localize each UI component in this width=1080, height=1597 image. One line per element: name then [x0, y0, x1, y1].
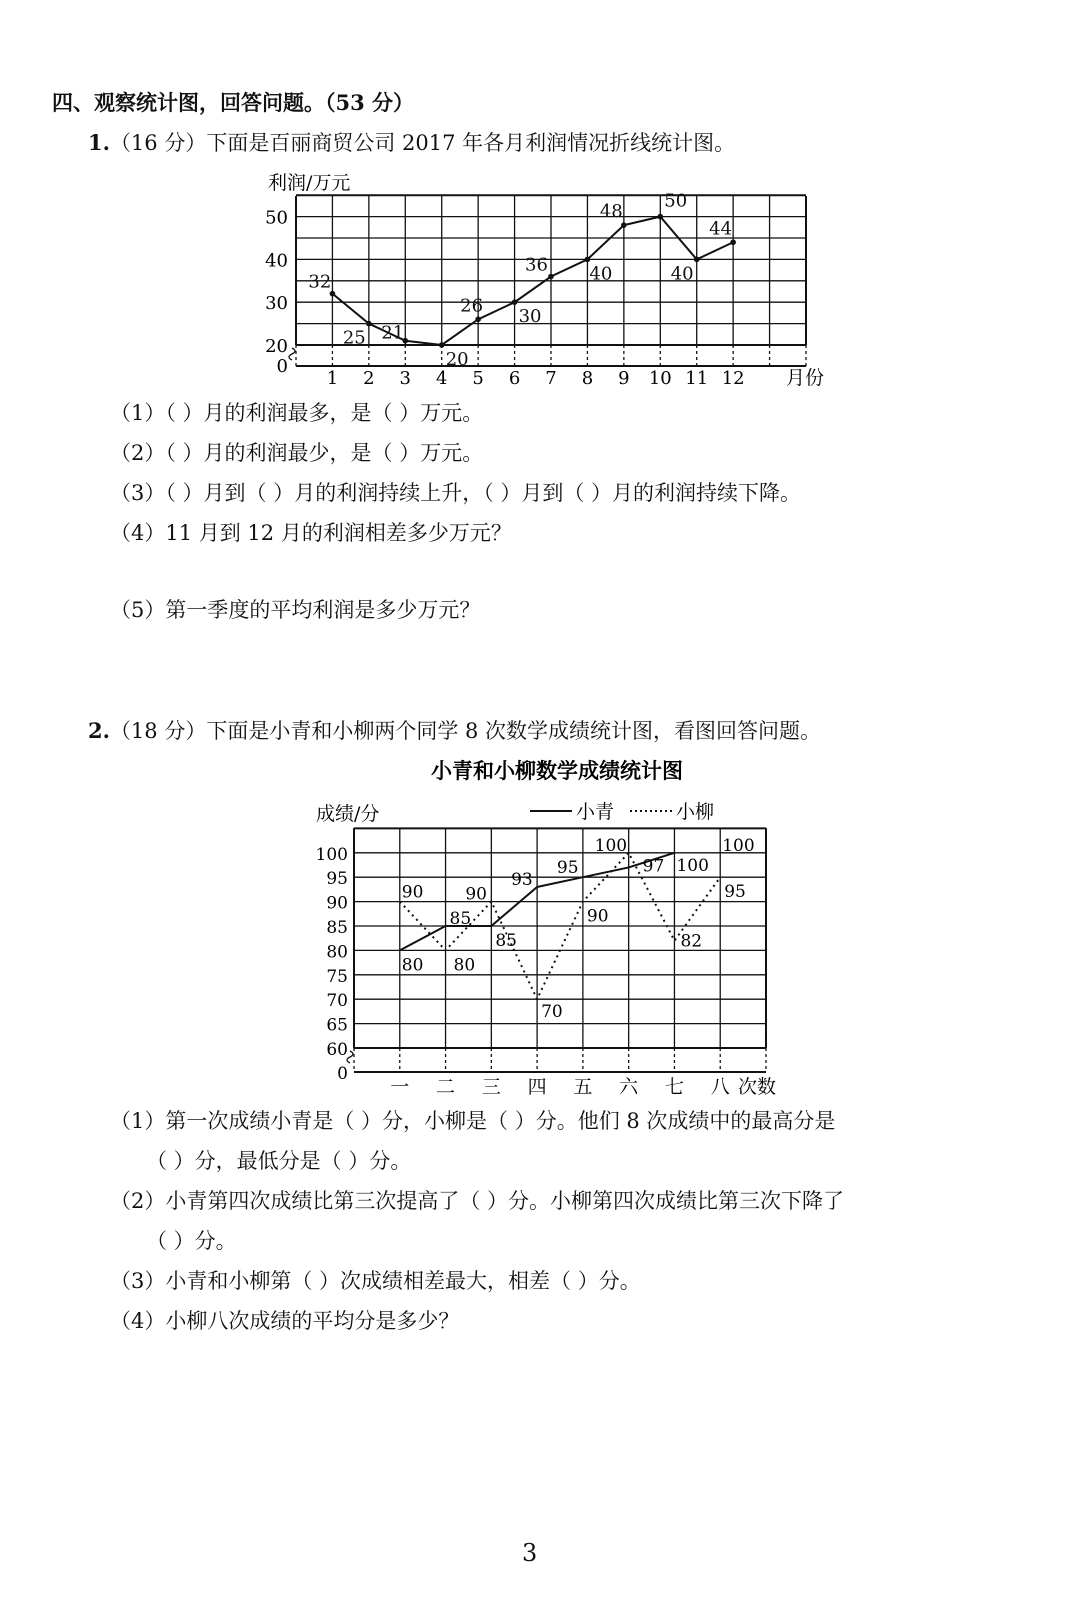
data-label: 100	[594, 835, 628, 856]
y-tick-label: 90	[326, 893, 348, 914]
q2-sub-2b: （ ）分。	[146, 1229, 237, 1253]
q1-sub-5: （5）第一季度的平均利润是多少万元？	[110, 598, 481, 622]
legend-label: 小青	[576, 801, 615, 823]
y-axis-label: 成绩/分	[316, 803, 380, 825]
data-point	[730, 239, 736, 245]
x-tick-label: 6	[508, 368, 521, 389]
data-label: 97	[642, 856, 665, 877]
profit-line-chart	[265, 172, 824, 389]
data-point	[621, 222, 627, 228]
data-label: 50	[664, 190, 688, 212]
data-label: 90	[586, 906, 609, 927]
data-label: 90	[465, 884, 487, 905]
y-tick-label: 80	[326, 942, 348, 963]
y-tick-label: 0	[276, 356, 288, 377]
data-label: 20	[445, 349, 469, 370]
data-point	[694, 257, 700, 263]
data-label: 36	[525, 254, 548, 276]
x-tick-label: 八	[710, 1076, 730, 1098]
page-number: 3	[522, 1539, 538, 1567]
q1-sub-1: （1）（ ）月的利润最多，是（ ）万元。	[110, 401, 484, 425]
x-tick-label: 四	[527, 1076, 547, 1098]
data-label: 30	[518, 306, 542, 328]
q1-sub-2: （2）（ ）月的利润最少，是（ ）万元。	[110, 441, 484, 465]
data-label: 25	[342, 327, 366, 349]
y-tick-label: 40	[265, 250, 288, 272]
data-label: 100	[722, 835, 755, 856]
x-tick-label: 1	[326, 368, 339, 389]
data-point	[512, 299, 518, 305]
q2-sub-4: （4）小柳八次成绩的平均分是多少？	[110, 1309, 460, 1333]
chart-title: 小青和小柳数学成绩统计图	[431, 758, 683, 783]
data-label: 80	[401, 955, 424, 976]
legend-label: 小柳	[676, 801, 715, 823]
y-tick-label: 65	[326, 1015, 348, 1036]
question-2-intro	[88, 718, 821, 744]
y-tick-label: 75	[326, 966, 348, 987]
q1-sub-3: （3）（ ）月到（ ）月的利润持续上升，（ ）月到（ ）月的利润持续下降。	[110, 481, 802, 505]
q2-sub-2a: （2）小青第四次成绩比第三次提高了（ ）分。小柳第四次成绩比第三次下降了	[110, 1189, 845, 1213]
x-tick-label: 11	[685, 368, 709, 389]
y-tick-label: 85	[326, 918, 348, 938]
x-tick-label: 二	[436, 1076, 456, 1098]
data-label: 82	[680, 931, 703, 952]
x-tick-label: 三	[481, 1076, 501, 1098]
data-label: 48	[599, 201, 623, 223]
data-label: 44	[709, 218, 733, 240]
y-tick-label: 50	[265, 207, 288, 229]
score-line-chart	[316, 758, 776, 1098]
y-tick-label: 30	[265, 293, 288, 315]
y-tick-label: 60	[326, 1040, 348, 1060]
question-2-number: 2.	[88, 718, 110, 743]
question-2-text: （18 分）下面是小青和小柳两个同学 8 次数学成绩统计图，看图回答问题。	[109, 719, 822, 743]
data-point	[585, 257, 591, 263]
data-label: 95	[556, 858, 579, 879]
data-label: 90	[401, 882, 424, 903]
data-label: 85	[495, 931, 517, 951]
data-label: 85	[449, 909, 472, 929]
q2-sub-1a: （1）第一次成绩小青是（ ）分，小柳是（ ）分。他们 8 次成绩中的最高分是	[110, 1109, 836, 1133]
data-label: 21	[381, 322, 405, 344]
data-point	[366, 321, 372, 327]
x-tick-label: 8	[581, 368, 594, 389]
data-label: 26	[460, 295, 484, 317]
data-label: 32	[308, 271, 332, 293]
x-tick-label: 4	[435, 368, 448, 389]
y-tick-label: 95	[326, 869, 348, 890]
data-label: 40	[589, 263, 613, 285]
x-tick-label: 10	[648, 368, 672, 389]
data-label: 80	[453, 955, 476, 976]
section-title: 四、观察统计图，回答问题。（53 分）	[52, 90, 415, 115]
y-tick-label: 20	[265, 336, 288, 357]
data-point	[657, 214, 663, 220]
x-tick-label: 一	[390, 1076, 410, 1098]
x-tick-label: 3	[399, 368, 412, 389]
y-tick-label: 0	[337, 1064, 348, 1084]
data-label: 70	[541, 1002, 563, 1023]
q2-sub-3: （3）小青和小柳第（ ）次成绩相差最大，相差（ ）分。	[110, 1269, 641, 1293]
x-tick-label: 9	[618, 368, 630, 389]
data-point	[548, 274, 554, 280]
data-point	[475, 317, 481, 323]
data-label: 40	[670, 263, 694, 285]
x-tick-label: 六	[619, 1076, 639, 1098]
y-tick-label: 70	[326, 991, 348, 1012]
y-axis-label: 利润/万元	[268, 172, 351, 194]
q2-sub-1b: （ ）分，最低分是（ ）分。	[146, 1149, 412, 1173]
data-label: 95	[724, 882, 746, 903]
x-tick-label: 七	[664, 1076, 684, 1098]
data-label: 93	[511, 869, 533, 890]
x-axis-label: 次数	[738, 1076, 777, 1098]
axis-break-mark	[289, 348, 295, 360]
x-tick-label: 12	[721, 368, 745, 389]
data-point	[439, 342, 445, 348]
x-tick-label: 五	[573, 1076, 593, 1098]
x-tick-label: 2	[363, 368, 375, 389]
x-tick-label: 5	[472, 368, 484, 389]
q1-sub-4: （4）11 月到 12 月的利润相差多少万元？	[110, 521, 512, 545]
data-label: 100	[676, 855, 709, 876]
x-tick-label: 7	[545, 368, 557, 389]
question-1-number: 1.	[88, 130, 110, 155]
question-1-text: （16 分）下面是百丽商贸公司 2017 年各月利润情况折线统计图。	[109, 131, 736, 155]
x-axis-label: 月份	[786, 367, 825, 389]
y-tick-label: 100	[315, 844, 348, 865]
